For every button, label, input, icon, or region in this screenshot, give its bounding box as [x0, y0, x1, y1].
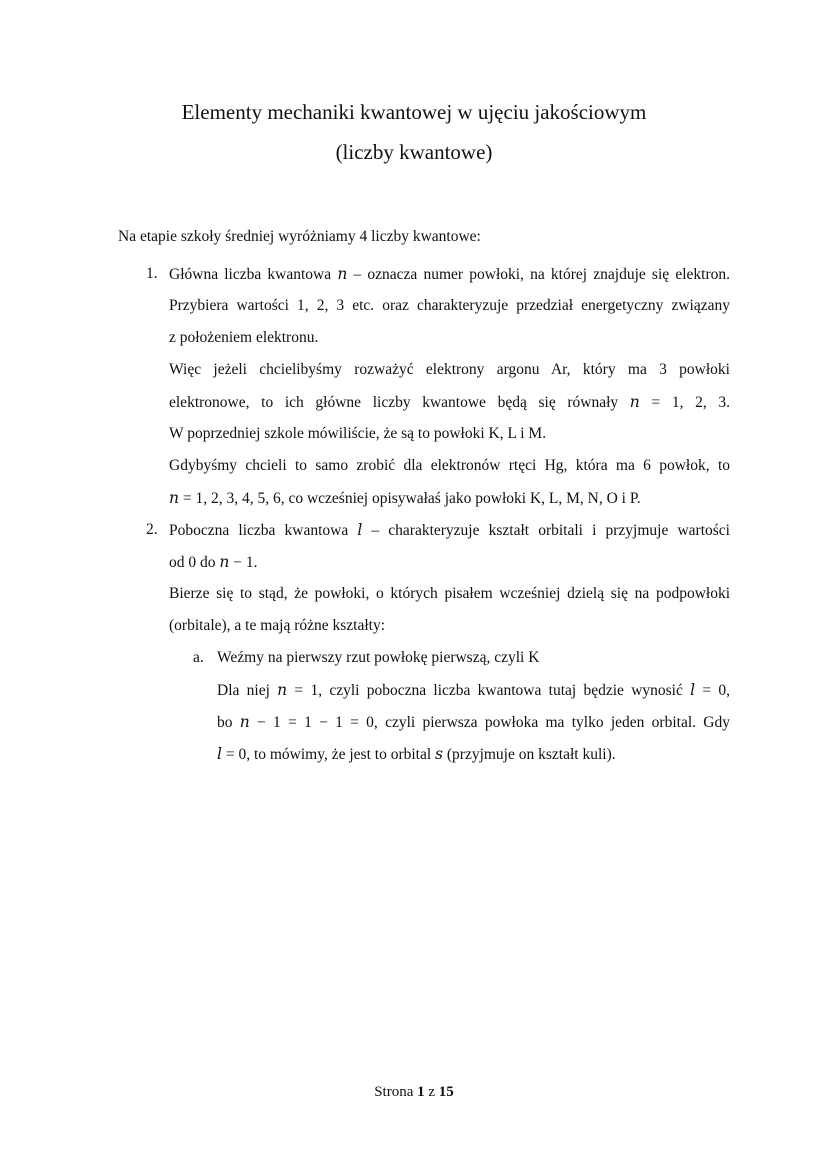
list-line: Główna liczba kwantowa 𝑛 – oznacza numer powłoki, na której znajduje się elektron.: [169, 266, 730, 283]
sub-list-line: bo 𝑛 − 1 = 1 − 1 = 0, czyli pierwsza powłoka ma tylko jeden orbital. Gdy: [217, 714, 730, 731]
sub-list-line: 𝑙 = 0, to mówimy, że jest to orbital 𝑠 (przyjmuje on kształt kuli).: [217, 746, 616, 763]
list-marker: 2.: [146, 521, 158, 538]
list-line: od 0 do 𝑛 − 1.: [169, 554, 258, 571]
footer-prefix: Strona: [374, 1084, 414, 1100]
total-pages-number: 15: [438, 1084, 454, 1100]
list-line: Bierze się to stąd, że powłoki, o których pisałem wcześniej dzielą się na podpowłoki: [169, 585, 730, 602]
list-line: Przybiera wartości 1, 2, 3 etc. oraz charakteryzuje przedział energetyczny związany: [169, 297, 730, 314]
list-line: elektronowe, to ich główne liczby kwantowe będą się równały 𝑛 = 1, 2, 3.: [169, 394, 730, 411]
title-line-1: Elementy mechaniki kwantowej w ujęciu jakościowym: [181, 100, 647, 124]
sub-list-line: Dla niej 𝑛 = 1, czyli poboczna liczba kwantowa tutaj będzie wynosić 𝑙 = 0,: [217, 682, 730, 699]
intro-paragraph: Na etapie szkoły średniej wyróżniamy 4 liczby kwantowe:: [118, 228, 481, 245]
page-footer: [0, 1084, 828, 1101]
list-line: Poboczna liczba kwantowa 𝑙 – charakteryzuje kształt orbitali i przyjmuje wartości: [169, 522, 730, 539]
current-page-number: 1: [417, 1084, 425, 1100]
list-line: z położeniem elektronu.: [169, 329, 319, 346]
list-line: W poprzedniej szkole mówiliście, że są to powłoki K, L i M.: [169, 425, 547, 442]
list-line: 𝑛 = 1, 2, 3, 4, 5, 6, co wcześniej opisywałaś jako powłoki K, L, M, N, O i P.: [169, 490, 641, 507]
list-marker: 1.: [146, 265, 158, 282]
title-line-2: (liczby kwantowe): [335, 140, 493, 164]
list-line: (orbitale), a te mają różne kształty:: [169, 617, 386, 634]
list-line: Gdybyśmy chcieli to samo zrobić dla elektronów rtęci Hg, która ma 6 powłok, to: [169, 457, 730, 474]
footer-separator: z: [428, 1084, 436, 1100]
sub-list-marker: a.: [193, 649, 204, 666]
list-line: Więc jeżeli chcielibyśmy rozważyć elektrony argonu Ar, który ma 3 powłoki: [169, 361, 730, 378]
sub-list-line: Weźmy na pierwszy rzut powłokę pierwszą, czyli K: [217, 649, 540, 666]
